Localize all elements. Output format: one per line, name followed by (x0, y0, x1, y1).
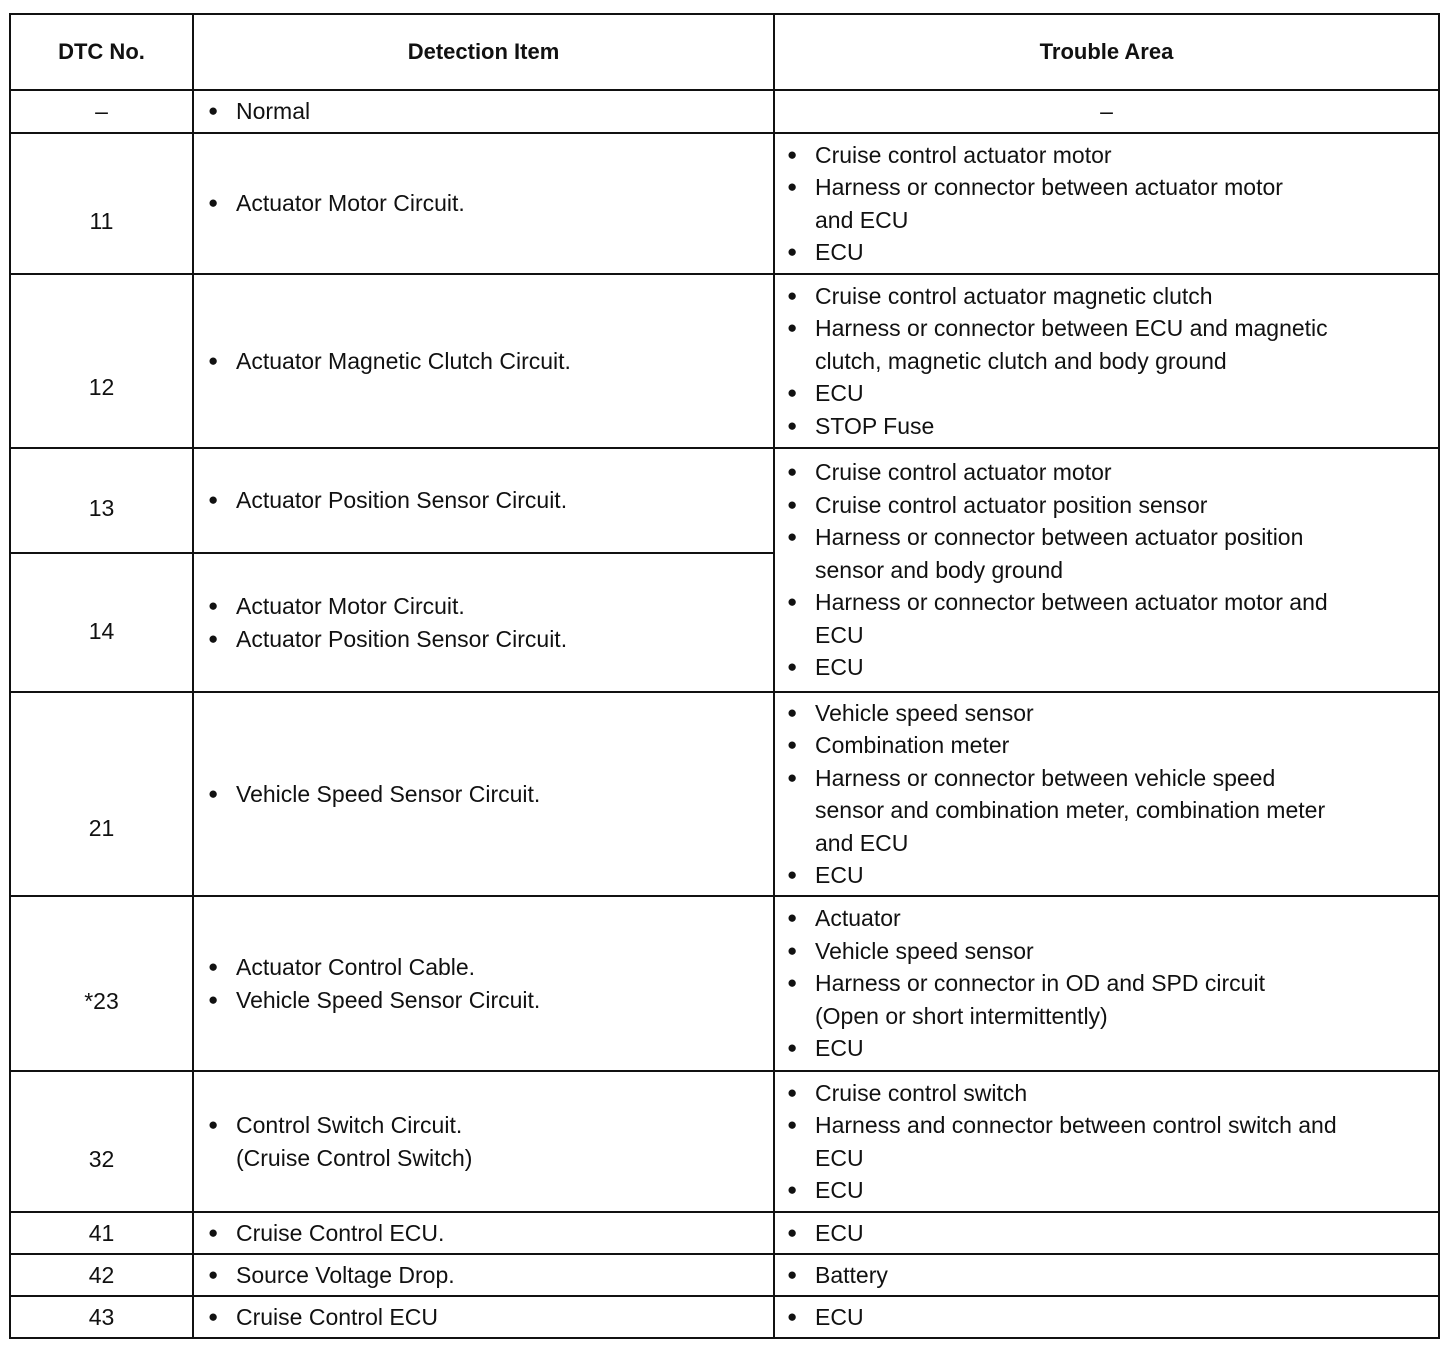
trouble-text: (Open or short intermittently) (815, 1002, 1108, 1029)
trouble-area (774, 133, 1439, 274)
detection-text: ● Actuator Position Sensor Circuit. (194, 484, 773, 517)
trouble-text: ECU (815, 621, 864, 648)
trouble-text: ● ECU (775, 1174, 1438, 1207)
trouble-text: ● Harness or connector between actuator motor and (775, 586, 1438, 619)
table-row (10, 1254, 1439, 1296)
trouble-text: ● Actuator (775, 902, 1438, 935)
table-row (10, 692, 1439, 896)
header-row (10, 14, 1439, 90)
detection-item (193, 448, 774, 553)
trouble-text: sensor and combination meter, combination meter (815, 797, 1326, 823)
table-row (10, 133, 1439, 274)
trouble-text: and ECU (815, 206, 909, 233)
trouble-text: ● ECU (775, 1217, 1438, 1250)
detection-text: ● Actuator Control Cable. (194, 951, 773, 984)
detection-item (193, 1071, 774, 1212)
dtc-table (9, 13, 1440, 1339)
table-row (10, 1071, 1439, 1212)
trouble-text: ● Harness and connector between control switch and (775, 1109, 1438, 1142)
trouble-text: ● ECU (775, 377, 1438, 410)
trouble-text: ● Vehicle speed sensor (775, 697, 1438, 730)
trouble-text: ● Cruise control actuator motor (775, 456, 1438, 489)
trouble-text: ● Vehicle speed sensor (775, 935, 1438, 968)
detection-text: ● Actuator Magnetic Clutch Circuit. (194, 345, 773, 378)
detection-item (193, 896, 774, 1071)
dtc-code: 43 (10, 1296, 193, 1338)
header-trouble-area: Trouble Area (774, 14, 1439, 90)
dtc-code: 41 (10, 1212, 193, 1254)
detection-text: ● Source Voltage Drop. (194, 1259, 773, 1292)
dtc-code: 42 (10, 1254, 193, 1296)
trouble-area (774, 896, 1439, 1071)
dtc-code: *23 (10, 896, 193, 1071)
trouble-area (774, 448, 1439, 692)
trouble-text: ● ECU (775, 236, 1438, 269)
trouble-text: ● Harness or connector between ECU and magnetic (775, 312, 1438, 345)
trouble-text: ● Cruise control actuator magnetic clutch (775, 280, 1438, 313)
detection-item (193, 90, 774, 133)
trouble-text: ● Cruise control switch (775, 1077, 1438, 1110)
table-row (10, 896, 1439, 1071)
dtc-code: 12 (10, 274, 193, 448)
table-row (10, 1296, 1439, 1338)
detection-text: (Cruise Control Switch) (236, 1144, 473, 1171)
trouble-text: ● STOP Fuse (775, 410, 1438, 443)
detection-text: ● Cruise Control ECU. (194, 1217, 773, 1250)
dtc-code: – (10, 90, 193, 133)
trouble-text: and ECU (815, 829, 909, 856)
trouble-area: – (774, 90, 1439, 133)
detection-item (193, 133, 774, 274)
detection-item (193, 553, 774, 692)
trouble-text: ● ECU (775, 1032, 1438, 1065)
table-row (10, 1212, 1439, 1254)
detection-item (193, 1296, 774, 1338)
detection-text: ● Actuator Position Sensor Circuit. (194, 623, 773, 656)
dtc-code: 21 (10, 692, 193, 896)
dtc-code: 13 (10, 448, 193, 553)
header-detection-item: Detection Item (193, 14, 774, 90)
detection-text: ● Vehicle Speed Sensor Circuit. (194, 778, 773, 811)
trouble-text: ● Combination meter (775, 729, 1438, 762)
trouble-text: clutch, magnetic clutch and body ground (815, 347, 1227, 374)
dtc-code: 32 (10, 1071, 193, 1212)
detection-item (193, 1212, 774, 1254)
trouble-text: ● Cruise control actuator position sensor (775, 489, 1438, 522)
detection-text: ● Actuator Motor Circuit. (194, 187, 773, 220)
trouble-area (774, 1296, 1439, 1338)
table-row (10, 274, 1439, 448)
detection-text: ● Actuator Motor Circuit. (194, 590, 773, 623)
header-dtc-no: DTC No. (10, 14, 193, 90)
detection-item (193, 692, 774, 896)
trouble-text: ● Cruise control actuator motor (775, 139, 1438, 172)
dtc-code: 11 (10, 133, 193, 274)
detection-text: ● Control Switch Circuit. (194, 1109, 773, 1142)
trouble-area (774, 1212, 1439, 1254)
trouble-area (774, 1071, 1439, 1212)
trouble-text: ● Battery (775, 1259, 1438, 1292)
dtc-code: 14 (10, 553, 193, 692)
trouble-area (774, 274, 1439, 448)
table-row (10, 448, 1439, 553)
trouble-text: ● Harness or connector in OD and SPD circuit (775, 967, 1438, 1000)
trouble-text: ● ECU (775, 859, 1438, 892)
table-row (10, 90, 1439, 133)
trouble-text: ● Harness or connector between vehicle speed (775, 762, 1438, 795)
detection-item (193, 1254, 774, 1296)
trouble-area (774, 1254, 1439, 1296)
detection-text: ● Vehicle Speed Sensor Circuit. (194, 984, 773, 1017)
trouble-text: ECU (815, 1144, 864, 1171)
detection-item (193, 274, 774, 448)
trouble-area (774, 692, 1439, 896)
trouble-text: ● ECU (775, 1301, 1438, 1334)
detection-text: ● Normal (194, 95, 773, 128)
trouble-text: ● Harness or connector between actuator position (775, 521, 1438, 554)
trouble-text: ● Harness or connector between actuator motor (775, 171, 1438, 204)
trouble-text: sensor and body ground (815, 556, 1064, 583)
trouble-text: ● ECU (775, 651, 1438, 684)
detection-text: ● Cruise Control ECU (194, 1301, 773, 1334)
